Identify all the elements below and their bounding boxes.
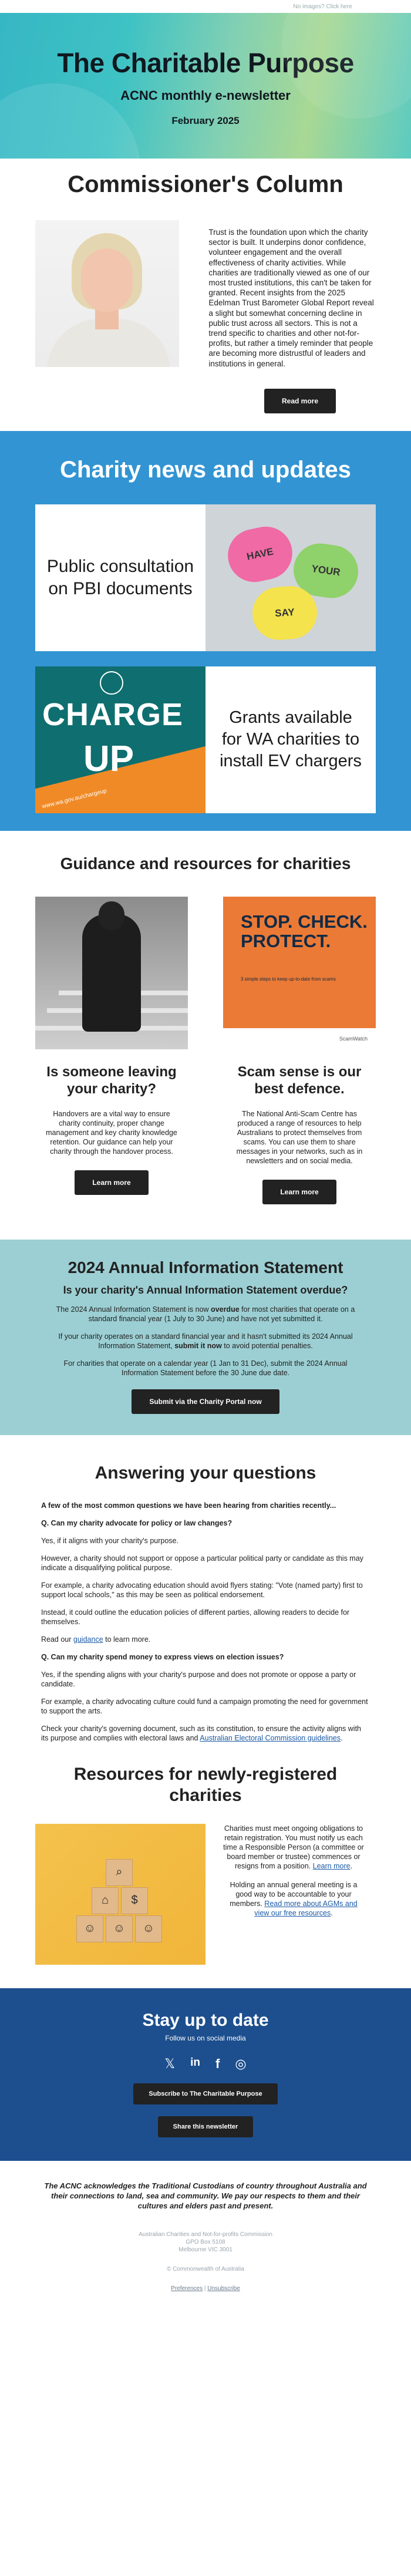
heart-your: YOUR [290, 540, 361, 601]
stop-check-protect-image [223, 897, 376, 1049]
qa-answer-1-1: Yes, if it aligns with your charity's purpose. [41, 1536, 178, 1545]
wooden-blocks-image [35, 1824, 206, 1965]
ais-paragraph-3: For charities that operate on a calendar year (1 Jan to 31 Dec), submit the 2024 Annual Information Statement before the 30 June due date. [63, 1359, 348, 1377]
x-icon[interactable]: 𝕏 [164, 2056, 176, 2071]
social-links [0, 2056, 411, 2072]
newsletter-subtitle: ACNC monthly e-newsletter [120, 88, 291, 103]
new-charities-heading: Resources for newly-registered charities [73, 1764, 338, 1805]
scam-card [223, 897, 376, 1204]
person-icon: ☺ [135, 1915, 162, 1942]
qa-answer-2-3: Check your charity's governing document, such as its constitution, to ensure the activity aligns with its purpose and complies with electoral laws and Australian Electoral Commission guidelines. [41, 1724, 362, 1742]
footer-address-line-1: GPO Box 5108 [186, 2238, 225, 2245]
stop-check-protect-title: STOP. CHECK. PROTECT. [241, 911, 368, 951]
stay-up-to-date-section [0, 1988, 411, 2161]
commissioner-read-more-button[interactable]: Read more [264, 389, 336, 413]
commissioner-body: Trust is the foundation upon which the charity sector is built. It underpins donor confidence, volunteer engagement and the overall effectiveness of charity activities. While charities are traditionally viewed as one of our most trusted institutions, this can't be taken for granted. Recent insights from the 2025 Edelman Trust Barometer Global Report reveal a slight but somewhat concerning decline in public trust across all sectors. This is not a trend specific to charities and other not-for-profits, but rather a timely reminder that people are becoming more distrustful of leaders and institutions in general. [208, 228, 374, 368]
issue-date: February 2025 [171, 115, 240, 126]
charge-up-image[interactable] [35, 666, 206, 813]
dollar-icon: $ [121, 1887, 148, 1914]
home-icon: ⌂ [92, 1887, 119, 1914]
person-on-stairs-image [35, 897, 188, 1049]
newsletter-title: The Charitable Purpose [57, 48, 354, 78]
qa-answer-1-5: Read our guidance to learn more. [41, 1635, 151, 1644]
commissioner-heading: Commissioner's Column [68, 171, 343, 197]
person-icon: ☺ [76, 1915, 103, 1942]
heart-say: SAY [251, 584, 319, 641]
qa-answer-1-2: However, a charity should not support or oppose a particular political party or candidate as this may indicate a disqualifying political purpose. [41, 1554, 363, 1572]
charge-up-title: CHARGE [42, 696, 184, 732]
responsible-persons-learn-more-link[interactable]: Learn more [312, 1861, 351, 1870]
scam-learn-more-button[interactable]: Learn more [262, 1180, 336, 1204]
facebook-icon[interactable]: f [215, 2056, 220, 2071]
preferences-link[interactable]: Preferences [171, 2285, 203, 2292]
scam-body: The National Anti-Scam Centre has produced a range of resources to help Australians to protect themselves from scams. You can use them to share messages in your networks, such as in newsletters and on social media. [236, 1109, 363, 1165]
handover-title: Is someone leaving your charity? [46, 1063, 177, 1097]
handover-card [35, 897, 188, 1204]
stay-subheading: Follow us on social media [165, 2033, 246, 2042]
qa-question-1: Q. Can my charity advocate for policy or law changes? [41, 1518, 233, 1527]
footer-org-name: Australian Charities and Not-for-profits Commission [139, 2231, 272, 2238]
ais-section [0, 1240, 411, 1435]
footer-links: Preferences | Unsubscribe [171, 2285, 240, 2292]
charge-up-title-2: UP [83, 738, 134, 779]
guidance-section [0, 854, 411, 1204]
charity-news-section [0, 431, 411, 831]
footer-copyright: © Commonwealth of Australia [167, 2265, 244, 2272]
agm-resources-link[interactable]: Read more about AGMs and view our free resources [254, 1899, 358, 1917]
pbi-consultation-tile[interactable]: Public consultation on PBI documents [35, 504, 206, 651]
new-charities-paragraph-2: Holding an annual general meeting is a good way to be accountable to your members. Read more about AGMs and view our free resources. [230, 1880, 358, 1917]
qa-heading: Answering your questions [95, 1463, 316, 1483]
handover-body: Handovers are a vital way to ensure charity continuity, proper change management and key charity knowledge retention. Our guidance can help your charity through the handover process. [46, 1109, 177, 1156]
subscribe-button[interactable]: Subscribe to The Charitable Purpose [133, 2083, 277, 2104]
wa-crest-icon [100, 671, 123, 695]
footer-address-line-2: Melbourne VIC 3001 [178, 2246, 233, 2253]
commissioner-section [0, 171, 411, 413]
qa-answer-1-3: For example, a charity advocating education should avoid flyers stating: "Vote (named party) first to support local schools," as this may be seen as political endorsement. [41, 1581, 363, 1599]
qa-question-2: Q. Can my charity spend money to express views on election issues? [41, 1652, 284, 1661]
new-charities-paragraph-1: Charities must meet ongoing obligations to retain registration. You must notify us each time a Responsible Person (a committee or board member or trustee) commences or resigns from a position. Learn more. [223, 1824, 364, 1870]
guidance-heading: Guidance and resources for charities [60, 854, 351, 873]
ais-heading: 2024 Annual Information Statement [68, 1258, 343, 1277]
new-charities-section [0, 1764, 411, 1965]
no-images-link[interactable]: No images? Click here [293, 4, 352, 10]
ais-paragraph-1: The 2024 Annual Information Statement is now overdue for most charities that operate on a standard financial year (1 July to 30 June) and have not yet submitted it. [56, 1305, 355, 1323]
stop-check-protect-subtitle: 3 simple steps to keep up-to-date from scams [241, 976, 336, 982]
charge-up-url: www.wa.gov.au/chargeup [41, 787, 107, 810]
unsubscribe-link[interactable]: Unsubscribe [207, 2285, 240, 2292]
linkedin-icon[interactable]: in [190, 2056, 201, 2069]
header-banner [0, 13, 411, 159]
person-icon: ☺ [106, 1915, 133, 1942]
aec-guidelines-link[interactable]: Australian Electoral Commission guidelines [200, 1733, 341, 1742]
submit-charity-portal-button[interactable]: Submit via the Charity Portal now [132, 1389, 279, 1414]
commissioner-photo [35, 220, 179, 367]
qa-intro: A few of the most common questions we have been hearing from charities recently... [41, 1501, 336, 1510]
ais-question: Is your charity's Annual Information Statement overdue? [63, 1284, 348, 1296]
qa-answer-2-2: For example, a charity advocating culture could fund a campaign promoting the need for government to support the arts. [41, 1697, 368, 1715]
heart-have: HAVE [223, 521, 297, 587]
qa-answer-1-4: Instead, it could outline the education policies of different parties, allowing readers to decide for themselves. [41, 1608, 350, 1626]
qa-section [41, 1463, 370, 1743]
scam-title: Scam sense is our best defence. [237, 1063, 362, 1097]
guidance-link[interactable]: guidance [73, 1635, 103, 1644]
ev-grants-tile[interactable]: Grants available for WA charities to install EV chargers [206, 666, 376, 813]
charity-news-heading: Charity news and updates [60, 456, 351, 483]
scamwatch-logo: ScamWatch [223, 1028, 376, 1049]
share-newsletter-button[interactable]: Share this newsletter [158, 2116, 254, 2137]
have-your-say-image[interactable] [206, 504, 376, 651]
acknowledgement-of-country: The ACNC acknowledges the Traditional Custodians of country throughout Australia and their connections to land, sea and community. We pay our respects to them and their cultures and elders past and present. [44, 2181, 367, 2210]
qa-answer-2-1: Yes, if the spending aligns with your charity's purpose and does not promote or oppose a party or candidate. [41, 1670, 356, 1688]
ais-paragraph-2: If your charity operates on a standard financial year and it hasn't submitted its 2024 Annual Information Statement, submit it now to avoid potential penalties. [58, 1332, 353, 1350]
topbar [0, 0, 411, 13]
search-icon: ⌕ [106, 1859, 133, 1886]
stay-heading: Stay up to date [142, 2010, 269, 2030]
handover-learn-more-button[interactable]: Learn more [75, 1170, 148, 1195]
footer [0, 2231, 411, 2310]
instagram-icon[interactable]: ◎ [235, 2056, 247, 2071]
